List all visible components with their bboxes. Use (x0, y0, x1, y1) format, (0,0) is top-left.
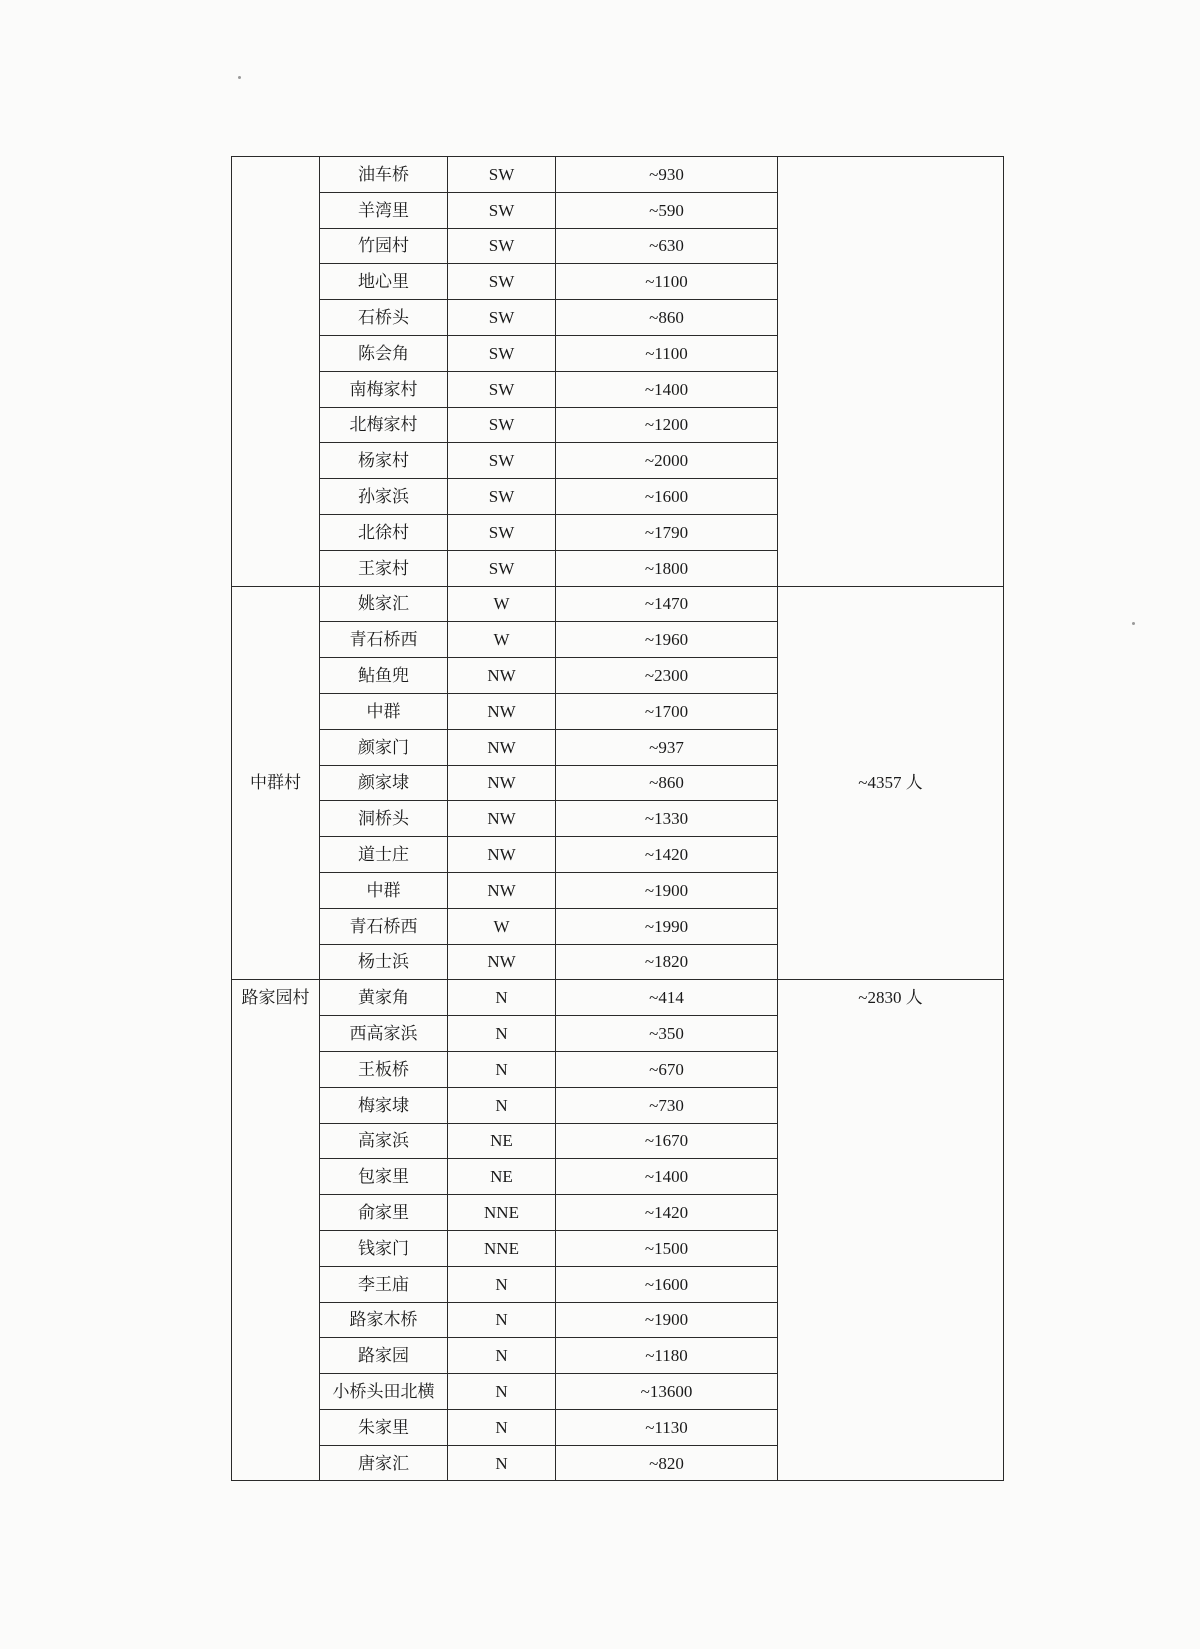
hamlet-name-cell: 道士庄 (320, 837, 448, 873)
distance-cell: ~1600 (556, 479, 778, 515)
distance-cell: ~860 (556, 300, 778, 336)
hamlet-name-cell: 北梅家村 (320, 407, 448, 443)
hamlet-name-cell: 鲇鱼兜 (320, 658, 448, 694)
distance-cell: ~1500 (556, 1230, 778, 1266)
hamlet-name-cell: 洞桥头 (320, 801, 448, 837)
hamlet-name-cell: 小桥头田北横 (320, 1374, 448, 1410)
distance-cell: ~414 (556, 980, 778, 1016)
hamlet-name-cell: 颜家埭 (320, 765, 448, 801)
direction-cell: N (448, 1302, 556, 1338)
hamlet-name-cell: 陈会角 (320, 335, 448, 371)
direction-cell: SW (448, 479, 556, 515)
hamlet-name-cell: 唐家汇 (320, 1445, 448, 1481)
hamlet-name-cell: 路家木桥 (320, 1302, 448, 1338)
distance-cell: ~670 (556, 1051, 778, 1087)
hamlet-name-cell: 竹园村 (320, 228, 448, 264)
direction-cell: SW (448, 371, 556, 407)
hamlet-name-cell: 梅家埭 (320, 1087, 448, 1123)
direction-cell: SW (448, 264, 556, 300)
distance-cell: ~1820 (556, 944, 778, 980)
hamlet-name-cell: 黄家角 (320, 980, 448, 1016)
hamlet-name-cell: 孙家浜 (320, 479, 448, 515)
direction-cell: SW (448, 443, 556, 479)
hamlet-name-cell: 杨家村 (320, 443, 448, 479)
distance-cell: ~1800 (556, 550, 778, 586)
distance-cell: ~1420 (556, 1195, 778, 1231)
distance-cell: ~937 (556, 729, 778, 765)
distance-cell: ~1420 (556, 837, 778, 873)
table-row (232, 586, 1004, 622)
direction-cell: NW (448, 693, 556, 729)
distance-cell: ~1470 (556, 586, 778, 622)
scan-speck (1132, 622, 1135, 625)
scan-speck (238, 76, 241, 79)
distance-cell: ~1990 (556, 908, 778, 944)
population-cell: ~4357 人 (778, 586, 1004, 980)
hamlet-name-cell: 地心里 (320, 264, 448, 300)
direction-cell: W (448, 622, 556, 658)
hamlet-name-cell: 颜家门 (320, 729, 448, 765)
direction-cell: NE (448, 1123, 556, 1159)
hamlet-name-cell: 中群 (320, 872, 448, 908)
hamlet-name-cell: 西高家浜 (320, 1016, 448, 1052)
hamlet-name-cell: 青石桥西 (320, 622, 448, 658)
direction-cell: W (448, 586, 556, 622)
direction-cell: SW (448, 157, 556, 193)
distance-cell: ~1400 (556, 371, 778, 407)
table-body (232, 157, 1004, 1481)
distance-cell: ~1180 (556, 1338, 778, 1374)
distance-cell: ~1900 (556, 1302, 778, 1338)
direction-cell: NNE (448, 1230, 556, 1266)
distance-cell: ~1600 (556, 1266, 778, 1302)
direction-cell: NNE (448, 1195, 556, 1231)
direction-cell: NW (448, 872, 556, 908)
direction-cell: N (448, 1374, 556, 1410)
distance-cell: ~1900 (556, 872, 778, 908)
distance-cell: ~630 (556, 228, 778, 264)
distance-cell: ~1960 (556, 622, 778, 658)
direction-cell: SW (448, 192, 556, 228)
hamlet-name-cell: 杨士浜 (320, 944, 448, 980)
hamlet-name-cell: 朱家里 (320, 1409, 448, 1445)
distance-cell: ~2000 (556, 443, 778, 479)
hamlet-name-cell: 北徐村 (320, 514, 448, 550)
distance-cell: ~1100 (556, 264, 778, 300)
hamlet-name-cell: 王板桥 (320, 1051, 448, 1087)
direction-cell: SW (448, 407, 556, 443)
direction-cell: SW (448, 550, 556, 586)
distance-cell: ~590 (556, 192, 778, 228)
distance-cell: ~860 (556, 765, 778, 801)
distance-cell: ~1790 (556, 514, 778, 550)
population-cell: ~2830 人 (778, 980, 1004, 1481)
distance-cell: ~1400 (556, 1159, 778, 1195)
distance-cell: ~13600 (556, 1374, 778, 1410)
distance-cell: ~350 (556, 1016, 778, 1052)
direction-cell: NW (448, 837, 556, 873)
direction-cell: NW (448, 729, 556, 765)
distance-cell: ~1330 (556, 801, 778, 837)
hamlet-name-cell: 油车桥 (320, 157, 448, 193)
village-name-cell (232, 157, 320, 587)
direction-cell: N (448, 1051, 556, 1087)
hamlet-name-cell: 路家园 (320, 1338, 448, 1374)
direction-cell: N (448, 1445, 556, 1481)
direction-cell: NW (448, 801, 556, 837)
hamlet-name-cell: 钱家门 (320, 1230, 448, 1266)
hamlet-name-cell: 高家浜 (320, 1123, 448, 1159)
hamlet-name-cell: 包家里 (320, 1159, 448, 1195)
distance-cell: ~1100 (556, 335, 778, 371)
hamlet-name-cell: 王家村 (320, 550, 448, 586)
village-name-cell: 中群村 (232, 586, 320, 980)
population-cell (778, 157, 1004, 587)
table-row (232, 157, 1004, 193)
direction-cell: N (448, 1087, 556, 1123)
hamlet-name-cell: 李王庙 (320, 1266, 448, 1302)
direction-cell: N (448, 1266, 556, 1302)
distance-cell: ~1670 (556, 1123, 778, 1159)
village-name-cell: 路家园村 (232, 980, 320, 1481)
hamlet-name-cell: 南梅家村 (320, 371, 448, 407)
distance-cell: ~1700 (556, 693, 778, 729)
distance-cell: ~1200 (556, 407, 778, 443)
direction-cell: SW (448, 514, 556, 550)
hamlet-name-cell: 俞家里 (320, 1195, 448, 1231)
distance-cell: ~730 (556, 1087, 778, 1123)
distance-cell: ~930 (556, 157, 778, 193)
hamlet-name-cell: 石桥头 (320, 300, 448, 336)
direction-cell: SW (448, 300, 556, 336)
hamlet-name-cell: 羊湾里 (320, 192, 448, 228)
distance-cell: ~2300 (556, 658, 778, 694)
direction-cell: SW (448, 335, 556, 371)
direction-cell: N (448, 1409, 556, 1445)
direction-cell: NE (448, 1159, 556, 1195)
direction-cell: NW (448, 658, 556, 694)
direction-cell: NW (448, 944, 556, 980)
distance-cell: ~820 (556, 1445, 778, 1481)
hamlet-name-cell: 姚家汇 (320, 586, 448, 622)
direction-cell: NW (448, 765, 556, 801)
direction-cell: N (448, 980, 556, 1016)
direction-cell: W (448, 908, 556, 944)
table-row (232, 980, 1004, 1016)
direction-cell: N (448, 1016, 556, 1052)
direction-cell: SW (448, 228, 556, 264)
distance-cell: ~1130 (556, 1409, 778, 1445)
sensitive-receptors-table (231, 156, 1004, 1481)
hamlet-name-cell: 青石桥西 (320, 908, 448, 944)
hamlet-name-cell: 中群 (320, 693, 448, 729)
direction-cell: N (448, 1338, 556, 1374)
